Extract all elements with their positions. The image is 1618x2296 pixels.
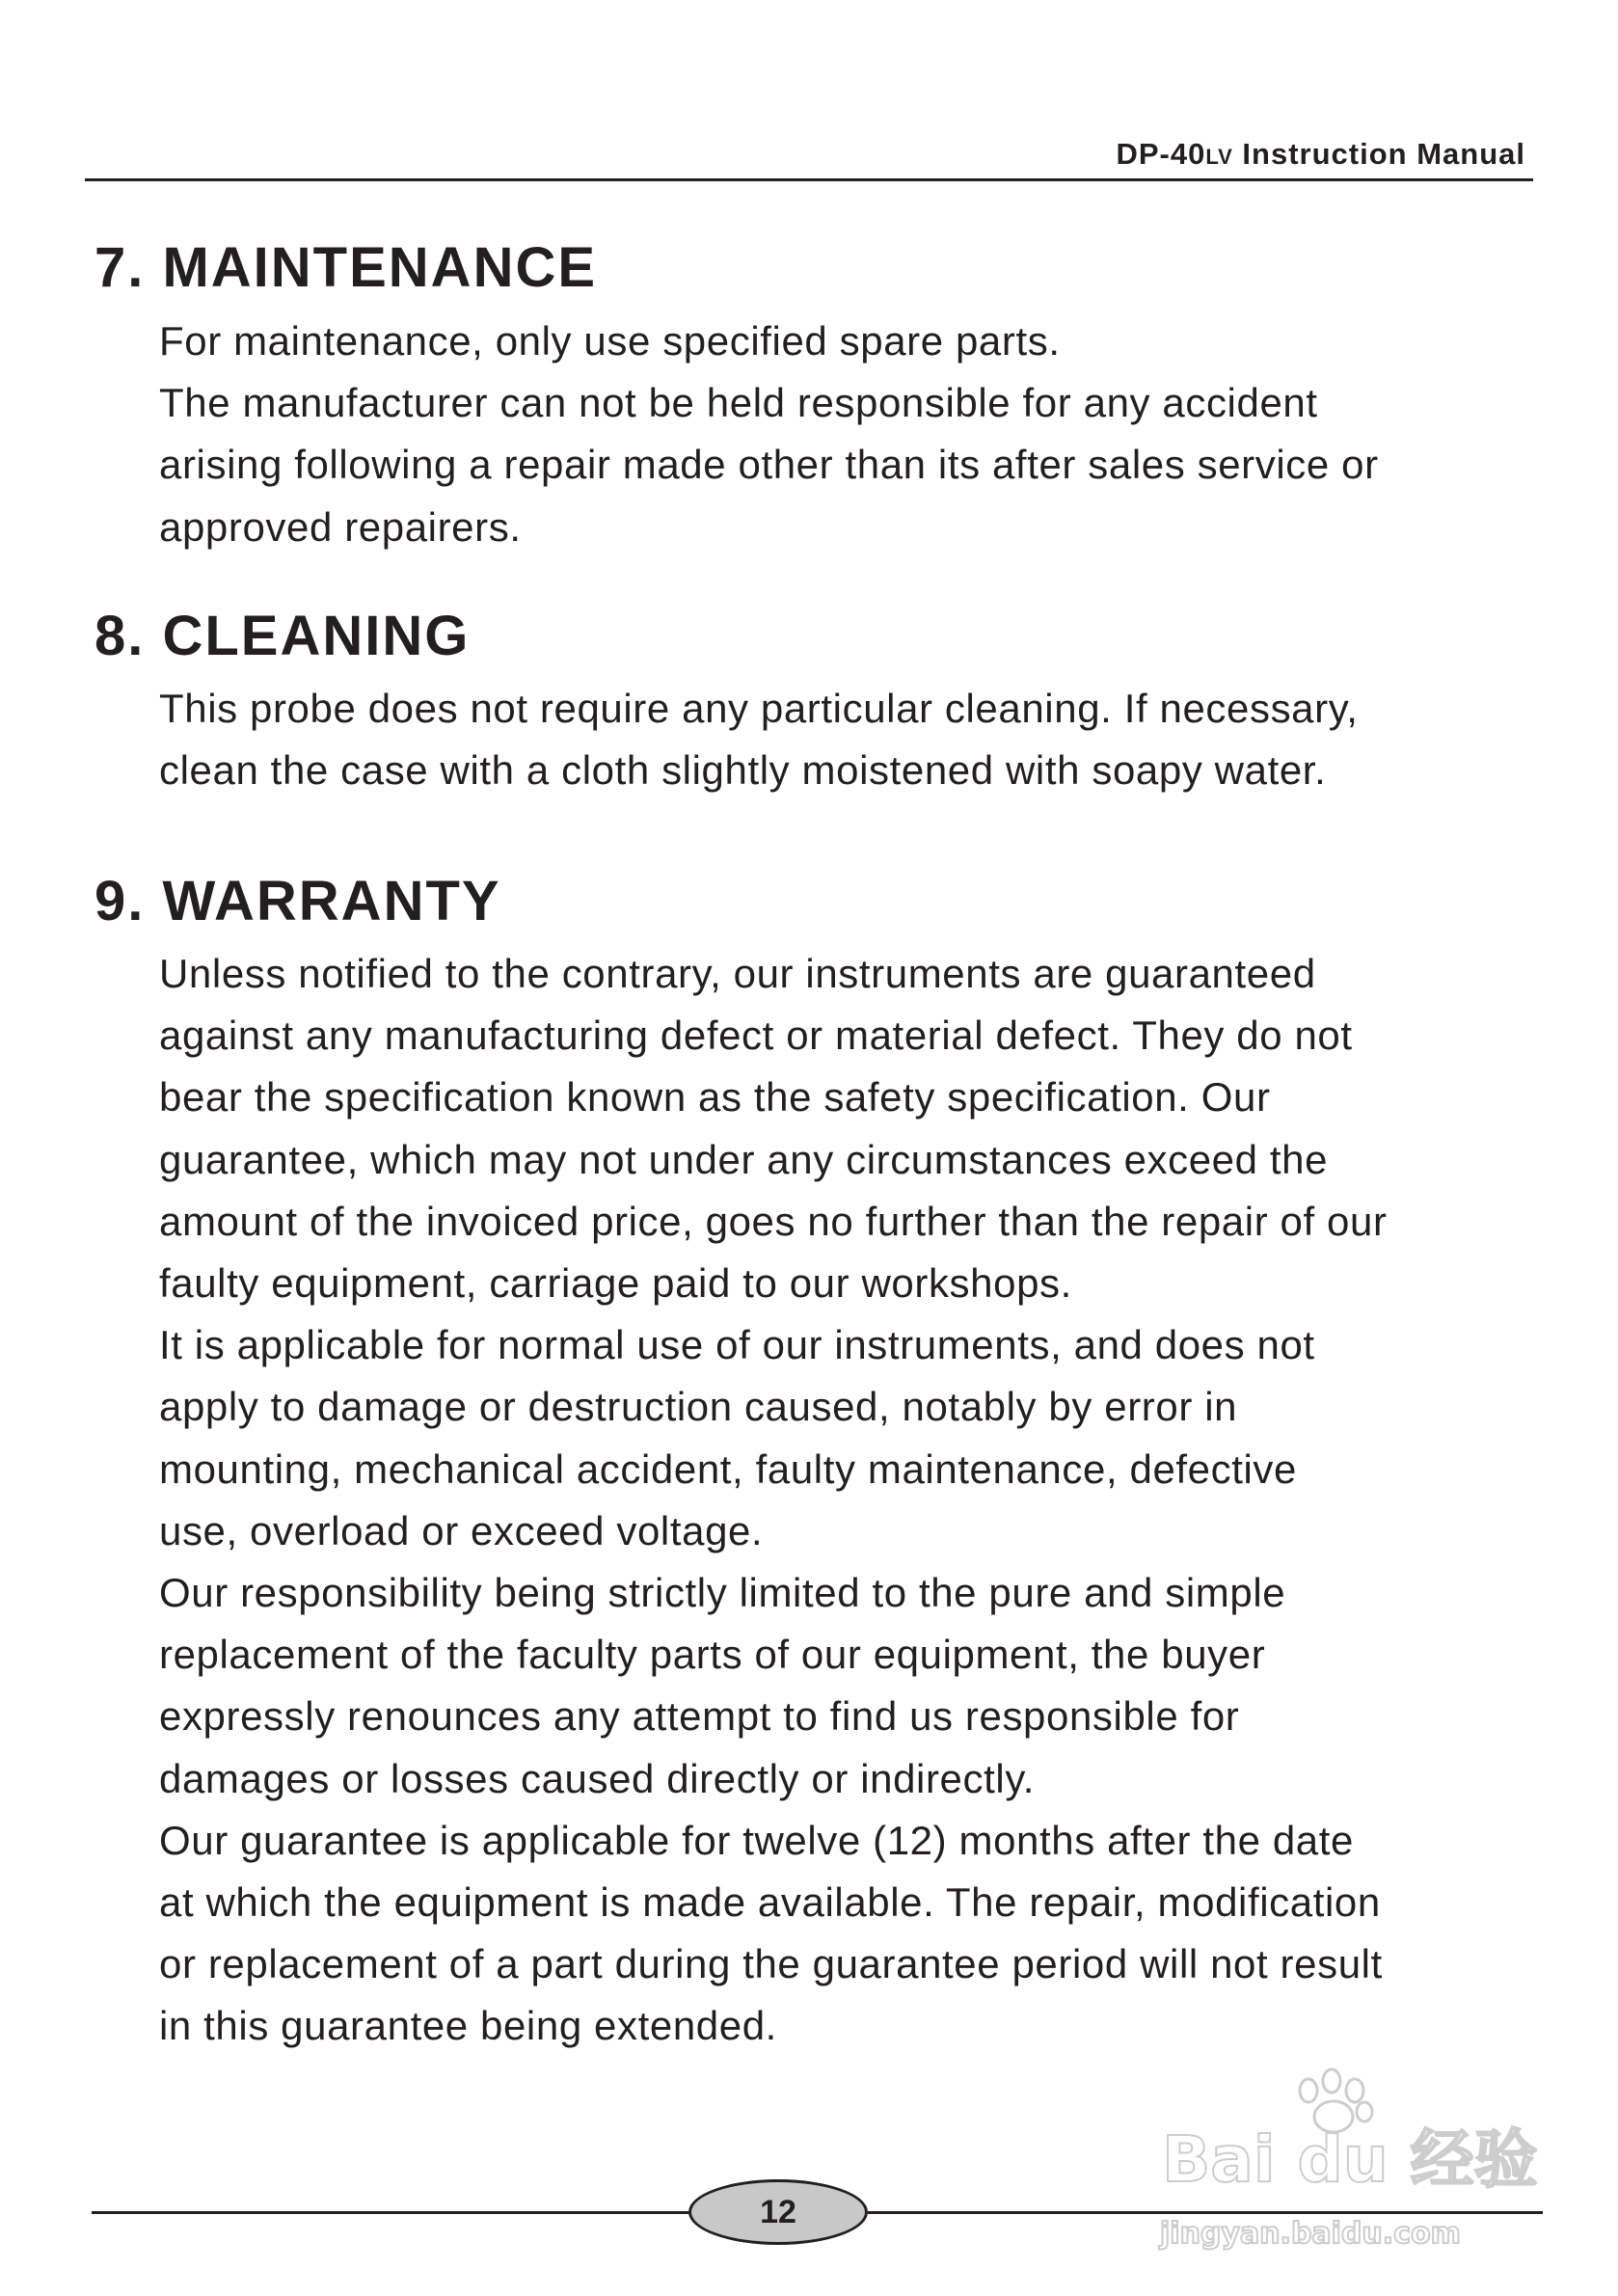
- header-rule: [85, 178, 1533, 181]
- footer-rule-left: [92, 2211, 689, 2214]
- watermark-brand: Bai du 经验: [1162, 2122, 1538, 2197]
- header-model: DP-40: [1116, 137, 1206, 171]
- page-number: 12: [760, 2193, 796, 2230]
- cleaning-paragraph: This probe does not require any particular cleaning. If necessary, clean the case with a cloth slightly moistened with soapy water.: [159, 686, 1359, 794]
- warranty-paragraph: Unless notified to the contrary, our instruments are guaranteed against any manufacturing defect or material defect. They do not bear the specification known as the safety specification. Our guarantee, which may not under any circumstances exceed the amount of the invoiced price, goes no further than the repair of our faulty equipment, carriage paid to our workshops. It is applicable for normal use of our instruments, and does not apply to damage or destruction caused, notably by error in mounting, mechanical accident, faulty maintenance, defective use, overload or exceed voltage. Our responsibility being strictly limited to the pure and simple replacement of the faculty parts of our equipment, the buyer expressly renounces any attempt to find us responsible for damages or losses caused directly or indirectly. Our guarantee is applicable for twelve (12) months after the date at which the equipment is made available. The repair, modification or replacement of a part during the guarantee period will not result in this guarantee being extended.: [159, 951, 1388, 2049]
- watermark-url: jingyan.baidu.com: [1160, 2217, 1461, 2251]
- header-model-suffix: LV: [1205, 145, 1233, 169]
- header-doc-type: Instruction Manual: [1232, 137, 1525, 171]
- section-heading-cleaning: 8. CLEANING: [94, 605, 471, 667]
- baidu-watermark: [1152, 2064, 1557, 2256]
- manual-header-title: [1116, 137, 1525, 172]
- section-heading-warranty: 9. WARRANTY: [94, 870, 501, 932]
- maintenance-paragraph: For maintenance, only use specified spare parts. The manufacturer can not be held responsible for any accident arising following a repair made other than its after sales service or approved repairers.: [159, 318, 1379, 550]
- section-heading-maintenance: 7. MAINTENANCE: [94, 236, 598, 299]
- page-number-badge: [688, 2179, 868, 2245]
